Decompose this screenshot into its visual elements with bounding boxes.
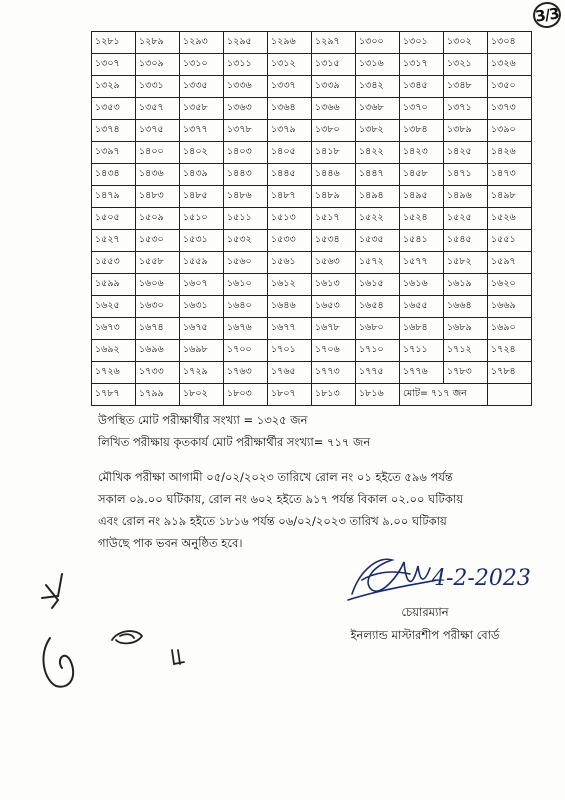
roll-cell: ১৪২৩ xyxy=(400,142,444,164)
member-initial-4 xyxy=(172,650,184,664)
roll-cell: ১৩১১ xyxy=(224,54,268,76)
roll-cell: ১৭৩৩ xyxy=(136,362,180,384)
roll-cell: ১৫৯৯ xyxy=(92,274,136,296)
roll-cell: ১৪১৮ xyxy=(312,142,356,164)
roll-cell: ১৩১৭ xyxy=(400,54,444,76)
roll-cell: ১৩৩১ xyxy=(136,76,180,98)
member-initial-1 xyxy=(42,574,62,608)
roll-cell: ১৩০২ xyxy=(444,32,488,54)
roll-cell: ১৭৬৫ xyxy=(268,362,312,384)
roll-cell: ১৪৪৫ xyxy=(268,164,312,186)
roll-cell: ১৬৭৬ xyxy=(224,318,268,340)
roll-cell: ১৩৪৮ xyxy=(444,76,488,98)
roll-cell: ১৩০০ xyxy=(356,32,400,54)
roll-cell: ১৩০১ xyxy=(400,32,444,54)
roll-cell: ১৭১০ xyxy=(356,340,400,362)
roll-cell: ১৬১৬ xyxy=(400,274,444,296)
roll-cell: ১৪৮৭ xyxy=(268,186,312,208)
roll-cell: ১৫১৩ xyxy=(268,208,312,230)
roll-cell: ১৩৬৮ xyxy=(356,98,400,120)
roll-cell: ১৩১২ xyxy=(268,54,312,76)
roll-cell: ১৭২৬ xyxy=(92,362,136,384)
roll-cell: ১৩২১ xyxy=(444,54,488,76)
schedule-line: সকাল ০৯.০০ ঘটিকায়, রোল নং ৬০২ হইতে ৯১৭ পর্যন্ত বিকাল ০২.০০ ঘটিকায় xyxy=(98,492,463,506)
roll-cell: ১৩০৭ xyxy=(92,54,136,76)
roll-cell: ১৩৬৬ xyxy=(312,98,356,120)
member-initial-3 xyxy=(112,631,142,643)
roll-cell: ১৫৬৩ xyxy=(312,252,356,274)
roll-cell: ১৩৩৬ xyxy=(224,76,268,98)
roll-cell: ১৬৯০ xyxy=(488,318,532,340)
roll-cell: ১২৯৫ xyxy=(224,32,268,54)
roll-cell: ১৭৭৫ xyxy=(356,362,400,384)
schedule-line: এবং রোল নং ৯১৯ হইতে ১৮১৬ পর্যন্ত ০৬/০২/২০২৩ তারিখ ৯.০০ ঘটিকায় xyxy=(98,514,447,528)
roll-cell: ১৪৯৮ xyxy=(488,186,532,208)
roll-cell: ১৩৭৪ xyxy=(92,120,136,142)
roll-cell: ১৬৭৮ xyxy=(312,318,356,340)
roll-cell: ১৮১৩ xyxy=(312,384,356,406)
roll-cell: ১৫২৪ xyxy=(400,208,444,230)
roll-cell: ১৪০৫ xyxy=(268,142,312,164)
roll-cell: ১৬১২ xyxy=(268,274,312,296)
handwritten-date: 4-2-2023 xyxy=(432,566,531,591)
roll-cell: ১৫১১ xyxy=(224,208,268,230)
roll-cell: ১৬৭৫ xyxy=(180,318,224,340)
signatory-block xyxy=(330,604,520,646)
roll-cell: ১৬২৫ xyxy=(92,296,136,318)
roll-cell: ১৫৩৩ xyxy=(268,230,312,252)
roll-cell: ১২৮৯ xyxy=(136,32,180,54)
roll-cell: ১৭০১ xyxy=(268,340,312,362)
roll-cell: ১৭৬৩ xyxy=(224,362,268,384)
roll-cell: ১৪৪৩ xyxy=(224,164,268,186)
roll-cell: ১৫১৭ xyxy=(312,208,356,230)
roll-cell: ১৩০৪ xyxy=(488,32,532,54)
roll-cell: ১৩৯৭ xyxy=(92,142,136,164)
roll-cell: ১৭০০ xyxy=(224,340,268,362)
roll-cell: ১৪৭৩ xyxy=(488,164,532,186)
roll-cell: ১৫৫৯ xyxy=(180,252,224,274)
roll-cell: ১২৯৩ xyxy=(180,32,224,54)
roll-cell: ১৩৭১ xyxy=(444,98,488,120)
roll-cell: ১৩৮৪ xyxy=(400,120,444,142)
roll-cell: ১৫৩৫ xyxy=(356,230,400,252)
roll-cell: ১৬০৬ xyxy=(136,274,180,296)
roll-cell: ১৩৫৭ xyxy=(136,98,180,120)
roll-cell: ১৬৫৩ xyxy=(312,296,356,318)
roll-cell: ১৩৭৩ xyxy=(488,98,532,120)
roll-cell: ১৫৩১ xyxy=(180,230,224,252)
roll-cell: ১৩৯০ xyxy=(488,120,532,142)
roll-cell: ১৫০৫ xyxy=(92,208,136,230)
roll-cell: ১৬৩১ xyxy=(180,296,224,318)
roll-cell: ১৮০২ xyxy=(180,384,224,406)
roll-cell: ১৪৩৯ xyxy=(180,164,224,186)
roll-cell: ১৫৫৮ xyxy=(136,252,180,274)
roll-cell: ১৩৭০ xyxy=(400,98,444,120)
roll-cell: ১৪৯৪ xyxy=(356,186,400,208)
roll-cell: ১৬৪৬ xyxy=(268,296,312,318)
roll-cell: ১৩৭৯ xyxy=(268,120,312,142)
roll-cell: ১৪০০ xyxy=(136,142,180,164)
roll-cell: ১৩২৬ xyxy=(488,54,532,76)
roll-cell: ১৪৫৮ xyxy=(400,164,444,186)
roll-cell: ১৫২৬ xyxy=(488,208,532,230)
roll-cell: ১৪৭১ xyxy=(444,164,488,186)
roll-cell: ১৩৬৪ xyxy=(268,98,312,120)
roll-cell: ১৫৬০ xyxy=(224,252,268,274)
roll-cell: ১৫৩০ xyxy=(136,230,180,252)
roll-cell: ১৩৩৯ xyxy=(312,76,356,98)
roll-cell: ১২৯৬ xyxy=(268,32,312,54)
roll-cell: ১৮১৬ xyxy=(356,384,400,406)
roll-cell: ১৩২৯ xyxy=(92,76,136,98)
roll-cell: ১৩৮৯ xyxy=(444,120,488,142)
roll-cell: ১৭৯৯ xyxy=(136,384,180,406)
roll-cell: ১৪৯৬ xyxy=(444,186,488,208)
roll-cell: ১৭০৬ xyxy=(312,340,356,362)
roll-cell: ১৩১০ xyxy=(180,54,224,76)
roll-cell: ১৪৪৭ xyxy=(356,164,400,186)
roll-cell: ১৫৮২ xyxy=(444,252,488,274)
roll-cell: ১৩৩৭ xyxy=(268,76,312,98)
chairman-signature xyxy=(348,559,438,600)
roll-cell: ১৪৭৯ xyxy=(92,186,136,208)
roll-cell: ১২৮১ xyxy=(92,32,136,54)
roll-cell: ১৭৮৪ xyxy=(488,362,532,384)
roll-cell: ১৪২৬ xyxy=(488,142,532,164)
roll-cell: ১৫২২ xyxy=(356,208,400,230)
roll-cell: ১৫৬১ xyxy=(268,252,312,274)
roll-cell: ১৩০৯ xyxy=(136,54,180,76)
page-number: 3/3 xyxy=(531,0,562,30)
roll-cell: ১৫৪১ xyxy=(400,230,444,252)
roll-cell: ১৩৫৩ xyxy=(92,98,136,120)
roll-cell: ১৬৭৩ xyxy=(92,318,136,340)
roll-cell: ১২৯৭ xyxy=(312,32,356,54)
roll-cell: ১৬৩০ xyxy=(136,296,180,318)
roll-cell: ১৬৭৪ xyxy=(136,318,180,340)
roll-cell: ১৫৭৭ xyxy=(400,252,444,274)
schedule-line: গাউছে পাক ভবন অনুষ্ঠিত হবে। xyxy=(98,536,243,550)
roll-cell: ১৪৮৬ xyxy=(224,186,268,208)
roll-cell: ১৩৫৮ xyxy=(180,98,224,120)
roll-cell: ১৬১৩ xyxy=(312,274,356,296)
roll-cell: ১৬৮৯ xyxy=(444,318,488,340)
signatory-title: চেয়ারম্যান xyxy=(401,605,449,619)
roll-cell: ১৭৮৭ xyxy=(92,384,136,406)
present-count-line: উপস্থিত মোট পরীক্ষার্থীর সংখ্যা = ১৩২৫ জন xyxy=(98,413,308,427)
roll-cell: ১৩৪২ xyxy=(356,76,400,98)
roll-cell: ১৬২০ xyxy=(488,274,532,296)
roll-cell: ১৫০৯ xyxy=(136,208,180,230)
roll-cell: ১৩৩৫ xyxy=(180,76,224,98)
roll-cell: ১৬৫৫ xyxy=(400,296,444,318)
roll-cell: ১৬৯৬ xyxy=(136,340,180,362)
roll-cell: ১৩৮২ xyxy=(356,120,400,142)
roll-cell: ১৬১৫ xyxy=(356,274,400,296)
roll-cell: ১৪৩৬ xyxy=(136,164,180,186)
passed-count-line: লিখিত পরীক্ষায় কৃতকার্য মোট পরীক্ষার্থীর সংখ্যা= ৭১৭ জন xyxy=(98,435,371,449)
roll-cell: ১৬১০ xyxy=(224,274,268,296)
roll-cell: ১৬৮৪ xyxy=(400,318,444,340)
schedule-line: মৌখিক পরীক্ষা আগামী ০৫/০২/২০২৩ তারিখে রোল নং ০১ হইতে ৫৯৬ পর্যন্ত xyxy=(98,470,453,484)
roll-cell: ১৫২৭ xyxy=(92,230,136,252)
member-initial-2 xyxy=(43,638,73,687)
roll-cell: ১৩৮০ xyxy=(312,120,356,142)
roll-cell: ১৪৮৩ xyxy=(136,186,180,208)
roll-cell: ১৫৫১ xyxy=(488,230,532,252)
roll-cell: ১৪০২ xyxy=(180,142,224,164)
roll-cell: ১৬০৭ xyxy=(180,274,224,296)
roll-cell: ১৫৫৩ xyxy=(92,252,136,274)
roll-cell: ১৭২৯ xyxy=(180,362,224,384)
roll-cell: ১৭৭৩ xyxy=(312,362,356,384)
roll-cell: ১৩১৫ xyxy=(312,54,356,76)
roll-cell: ১৪০৩ xyxy=(224,142,268,164)
roll-cell: ১৮০৩ xyxy=(224,384,268,406)
roll-cell: ১৪২২ xyxy=(356,142,400,164)
roll-cell: ১৫৩২ xyxy=(224,230,268,252)
roll-cell: ১৪৩৪ xyxy=(92,164,136,186)
roll-cell: ১৬৭৭ xyxy=(268,318,312,340)
roll-cell: ১৭১২ xyxy=(444,340,488,362)
roll-cell: ১৮০৭ xyxy=(268,384,312,406)
roll-cell: ১৬৬৯ xyxy=(488,296,532,318)
roll-cell: ১৫৭২ xyxy=(356,252,400,274)
roll-cell: ১৬৪০ xyxy=(224,296,268,318)
roll-cell: ১৩৭৮ xyxy=(224,120,268,142)
board-name: ইনল্যান্ড মাস্টারশীপ পরীক্ষা বোর্ড xyxy=(350,628,500,642)
roll-cell: ১৪৯৫ xyxy=(400,186,444,208)
roll-cell: ১৬৫৪ xyxy=(356,296,400,318)
roll-cell: ১৩৭৭ xyxy=(180,120,224,142)
roll-cell: ১৫১০ xyxy=(180,208,224,230)
roll-cell: ১৬১৯ xyxy=(444,274,488,296)
roll-cell: ১৫৩৪ xyxy=(312,230,356,252)
roll-cell: ১৩৭৫ xyxy=(136,120,180,142)
roll-cell: ১৩৬৩ xyxy=(224,98,268,120)
roll-cell: ১৬৬৪ xyxy=(444,296,488,318)
roll-cell: ১৪২৫ xyxy=(444,142,488,164)
total-cell: মোট= ৭১৭ জন xyxy=(400,384,488,406)
roll-cell: ১৩১৬ xyxy=(356,54,400,76)
roll-cell: ১৭৮৩ xyxy=(444,362,488,384)
roll-cell: ১৪৮৯ xyxy=(312,186,356,208)
roll-cell: ১৫২৫ xyxy=(444,208,488,230)
roll-cell: ১৫৪৫ xyxy=(444,230,488,252)
roll-cell: ১৫৯৭ xyxy=(488,252,532,274)
roll-cell: ১৬৮০ xyxy=(356,318,400,340)
roll-cell: ১৬৯৮ xyxy=(180,340,224,362)
roll-cell: ১৩৪৫ xyxy=(400,76,444,98)
roll-cell: ১৬৯২ xyxy=(92,340,136,362)
roll-cell: ১৩৫০ xyxy=(488,76,532,98)
roll-cell: ১৪৮৫ xyxy=(180,186,224,208)
roll-cell: ১৭১১ xyxy=(400,340,444,362)
roll-cell: ১৭২৪ xyxy=(488,340,532,362)
roll-cell: ১৭৭৬ xyxy=(400,362,444,384)
roll-cell: ১৪৪৬ xyxy=(312,164,356,186)
